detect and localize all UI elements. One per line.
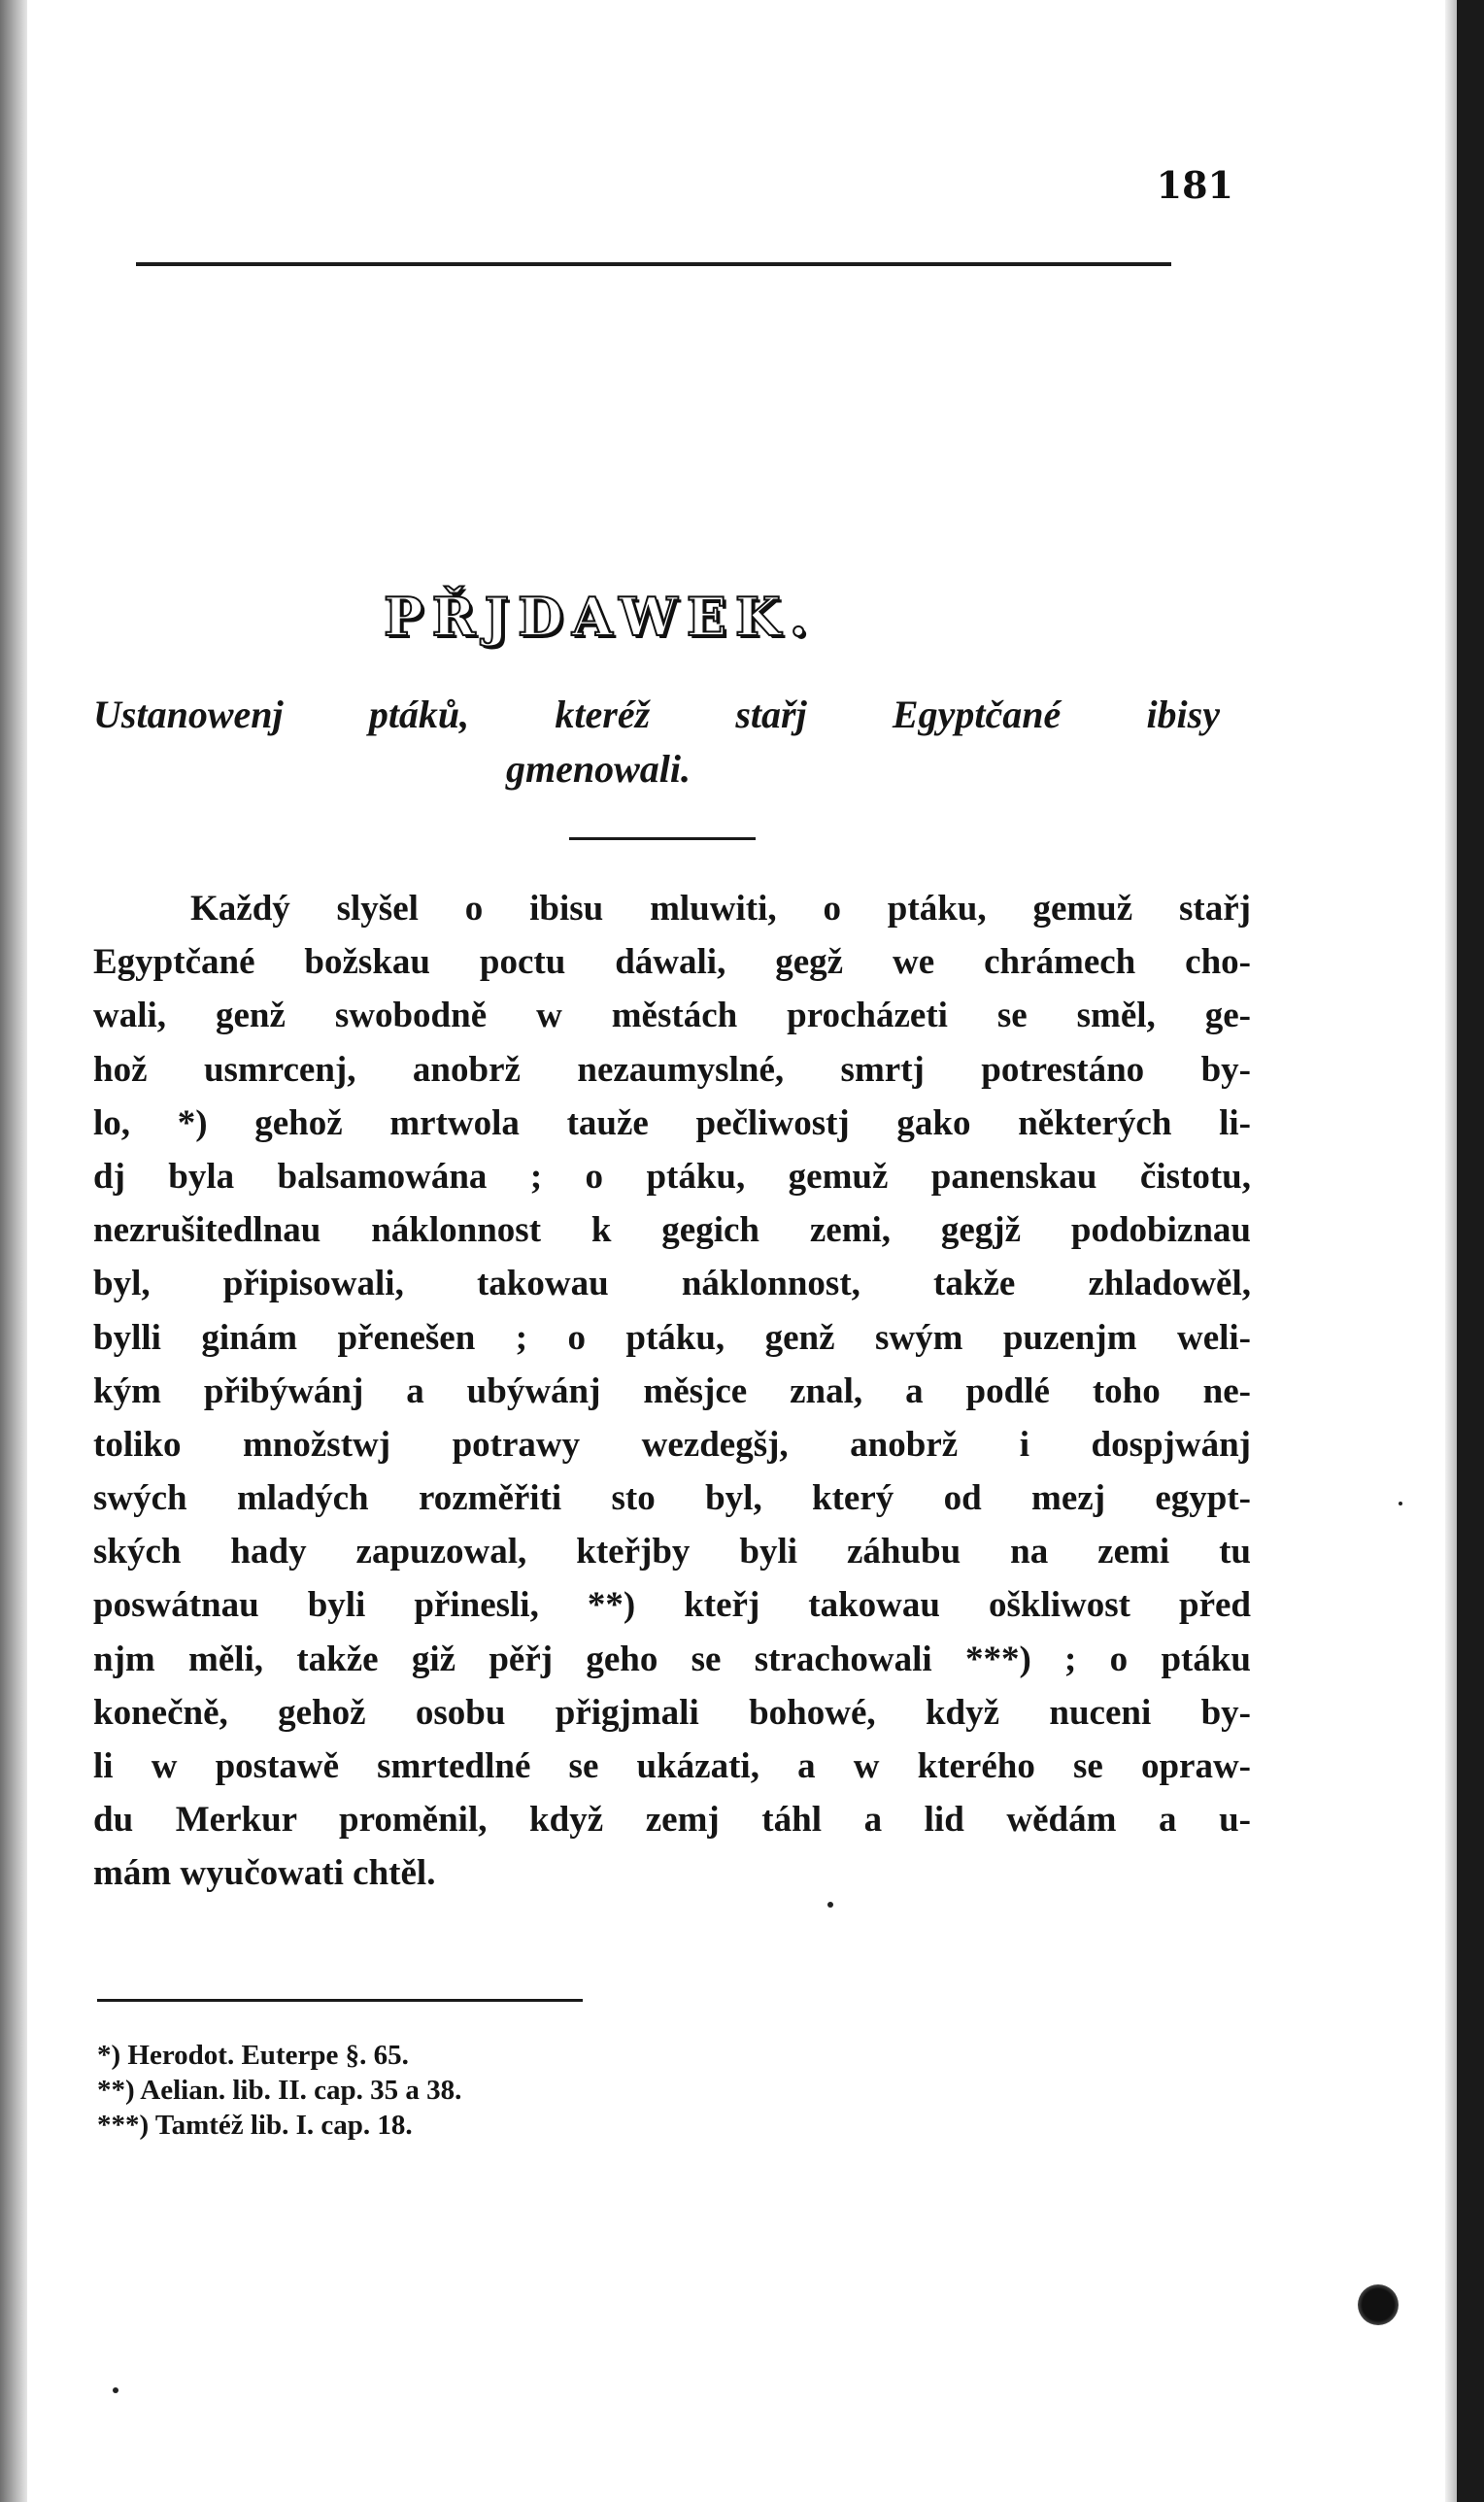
footnote: **) Aelian. lib. II. cap. 35 a 38. bbox=[97, 2075, 462, 2106]
footnote: *) Herodot. Euterpe §. 65. bbox=[97, 2040, 409, 2071]
subtitle-line: Ustanowenj ptáků, kteréž stařj Egyptčané ibisy bbox=[93, 693, 1220, 736]
scan-right-border bbox=[1457, 0, 1484, 2502]
body-paragraph bbox=[93, 882, 1251, 1901]
body-line: dj byla balsamowána ; o ptáku, gemuž panenskau čistotu, bbox=[93, 1156, 1251, 1197]
body-line: njm měli, takže giž pěřj geho se strachowali ***) ; o ptáku bbox=[93, 1639, 1251, 1679]
page-number: 181 bbox=[1156, 163, 1233, 207]
body-line: bylli ginám přenešen ; o ptáku, genž swým puzenjm weli- bbox=[93, 1317, 1251, 1358]
body-line: Každý slyšel o ibisu mluwiti, o ptáku, gemuž stařj bbox=[190, 889, 1251, 929]
body-line: poswátnau byli přinesli, **) kteřj takowau oškliwost před bbox=[93, 1585, 1251, 1626]
section-subtitle bbox=[93, 688, 1220, 796]
body-line: kým přibýwánj a ubýwánj měsjce znal, a podlé toho ne- bbox=[93, 1370, 1251, 1411]
body-line: byl, připisowali, takowau náklonnost, takže zhladowěl, bbox=[93, 1264, 1251, 1304]
page-left-shadow bbox=[0, 0, 27, 2502]
body-line: swých mladých rozměřiti sto byl, který od mezj egypt- bbox=[93, 1478, 1251, 1519]
body-line: hož usmrcenj, anobrž nezaumyslné, smrtj potrestáno by- bbox=[93, 1049, 1251, 1090]
ink-speck bbox=[113, 2387, 118, 2393]
body-line: nezrušitedlnau náklonnost k gegich zemi, gegjž podobiznau bbox=[93, 1210, 1251, 1251]
body-line: du Merkur proměnil, když zemj táhl a lid wědám a u- bbox=[93, 1800, 1251, 1841]
ink-blot bbox=[1358, 2284, 1399, 2325]
ink-speck bbox=[1399, 1502, 1402, 1505]
title-divider bbox=[569, 837, 756, 840]
body-line: toliko množstwj potrawy wezdegšj, anobrž i dospjwánj bbox=[93, 1424, 1251, 1465]
ink-speck bbox=[827, 1902, 833, 1908]
section-heading: PŘJDAWEK. bbox=[384, 586, 817, 648]
subtitle-line: gmenowali. bbox=[505, 747, 691, 791]
body-line: wali, genž swobodně w městách procházeti se směl, ge- bbox=[93, 996, 1251, 1036]
footnotes bbox=[97, 2038, 777, 2143]
footnote-rule bbox=[97, 1999, 583, 2002]
header-rule bbox=[136, 262, 1171, 266]
body-line: Egyptčané božskau poctu dáwali, gegž we chrámech cho- bbox=[93, 942, 1251, 983]
body-line: mám wyučowati chtěl. bbox=[93, 1853, 436, 1894]
body-line: lo, *) gehož mrtwola tauže pečliwostj gako některých li- bbox=[93, 1102, 1251, 1143]
body-line: li w postawě smrtedlné se ukázati, a w kterého se opraw- bbox=[93, 1746, 1251, 1786]
body-line: konečně, gehož osobu přigjmali bohowé, když nuceni by- bbox=[93, 1692, 1251, 1733]
footnote: ***) Tamtéž lib. I. cap. 18. bbox=[97, 2110, 413, 2141]
body-line: ských hady zapuzowal, kteřjby byli záhubu na zemi tu bbox=[93, 1532, 1251, 1572]
page-right-edge bbox=[1445, 0, 1457, 2502]
